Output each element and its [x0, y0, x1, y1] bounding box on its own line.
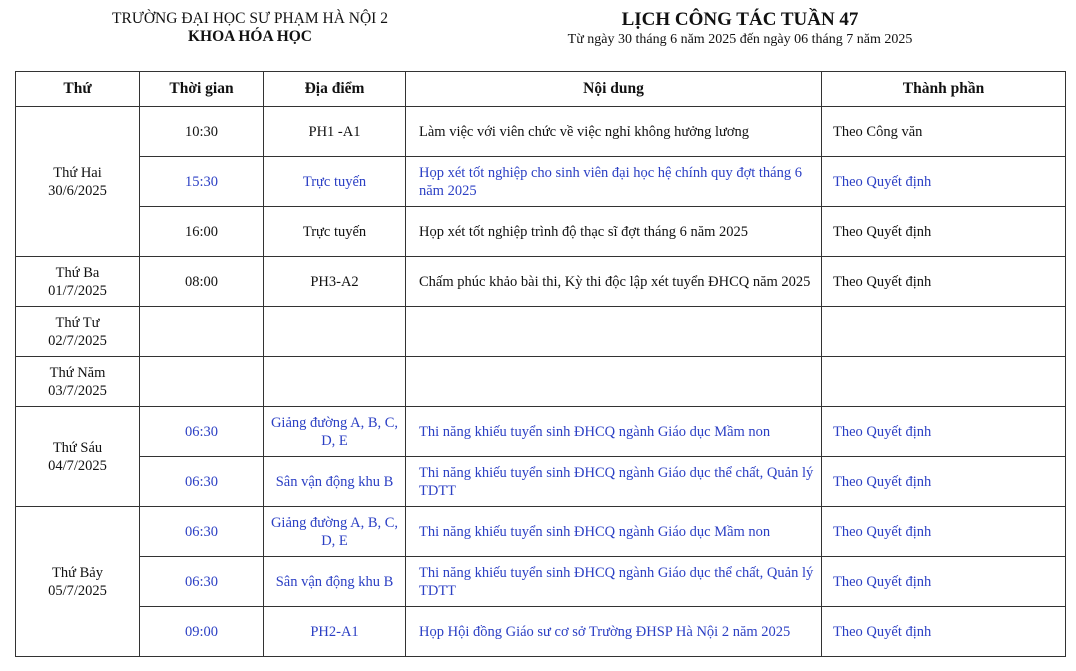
content-cell: Chấm phúc khảo bài thi, Kỳ thi độc lập xét tuyển ĐHCQ năm 2025	[406, 257, 822, 307]
time-cell	[140, 357, 264, 407]
time-cell: 16:00	[140, 207, 264, 257]
table-header-row	[16, 72, 1066, 107]
members-cell: Theo Quyết định	[822, 207, 1066, 257]
day-cell	[16, 257, 140, 307]
time-cell: 06:30	[140, 557, 264, 607]
place-cell: Trực tuyến	[264, 157, 406, 207]
content-cell: Họp Hội đồng Giáo sư cơ sở Trường ĐHSP Hà Nội 2 năm 2025	[406, 607, 822, 657]
day-name: Thứ Năm	[49, 364, 106, 381]
day-name: Thứ Bảy	[52, 564, 103, 581]
day-name: Thứ Hai	[53, 164, 102, 181]
place-cell: Trực tuyến	[264, 207, 406, 257]
schedule-table	[15, 71, 1066, 657]
column-header-members: Thành phần	[822, 72, 1066, 107]
place-cell: Sân vận động khu B	[264, 457, 406, 507]
table-row	[16, 507, 1066, 557]
day-date: 04/7/2025	[48, 457, 107, 474]
day-date: 30/6/2025	[48, 182, 107, 199]
members-cell: Theo Quyết định	[822, 257, 1066, 307]
time-cell: 08:00	[140, 257, 264, 307]
place-cell: Giảng đường A, B, C, D, E	[264, 407, 406, 457]
table-row	[16, 457, 1066, 507]
members-cell: Theo Quyết định	[822, 507, 1066, 557]
time-cell: 06:30	[140, 457, 264, 507]
column-header-day: Thứ	[16, 72, 140, 107]
place-cell: PH1 -A1	[264, 107, 406, 157]
header-right	[500, 9, 980, 49]
day-date: 05/7/2025	[48, 582, 107, 599]
table-row	[16, 307, 1066, 357]
university-name: TRƯỜNG ĐẠI HỌC SƯ PHẠM HÀ NỘI 2	[112, 10, 388, 27]
date-range: Từ ngày 30 tháng 6 năm 2025 đến ngày 06 tháng 7 năm 2025	[567, 32, 913, 47]
members-cell	[822, 307, 1066, 357]
time-cell: 10:30	[140, 107, 264, 157]
members-cell: Theo Quyết định	[822, 407, 1066, 457]
content-cell: Làm việc với viên chức về việc nghỉ không hưởng lương	[406, 107, 822, 157]
schedule-title: LỊCH CÔNG TÁC TUẦN 47	[621, 9, 859, 30]
content-cell: Thi năng khiếu tuyển sinh ĐHCQ ngành Giáo dục Mầm non	[406, 407, 822, 457]
column-header-content: Nội dung	[406, 72, 822, 107]
content-cell: Thi năng khiếu tuyển sinh ĐHCQ ngành Giáo dục thể chất, Quản lý TDTT	[406, 557, 822, 607]
day-name: Thứ Sáu	[52, 439, 103, 456]
members-cell: Theo Quyết định	[822, 607, 1066, 657]
time-cell: 09:00	[140, 607, 264, 657]
schedule-body	[16, 107, 1066, 657]
place-cell	[264, 357, 406, 407]
table-row	[16, 157, 1066, 207]
members-cell	[822, 357, 1066, 407]
place-cell	[264, 307, 406, 357]
day-date: 03/7/2025	[48, 382, 107, 399]
day-date: 02/7/2025	[48, 332, 107, 349]
column-header-time: Thời gian	[140, 72, 264, 107]
time-cell: 06:30	[140, 507, 264, 557]
table-row	[16, 257, 1066, 307]
day-cell	[16, 507, 140, 657]
day-cell	[16, 357, 140, 407]
content-cell: Thi năng khiếu tuyển sinh ĐHCQ ngành Giáo dục thể chất, Quản lý TDTT	[406, 457, 822, 507]
time-cell: 06:30	[140, 407, 264, 457]
content-cell: Họp xét tốt nghiệp cho sinh viên đại học hệ chính quy đợt tháng 6 năm 2025	[406, 157, 822, 207]
place-cell: Sân vận động khu B	[264, 557, 406, 607]
table-row	[16, 357, 1066, 407]
faculty-name: KHOA HÓA HỌC	[187, 28, 312, 45]
place-cell: Giảng đường A, B, C, D, E	[264, 507, 406, 557]
members-cell: Theo Quyết định	[822, 557, 1066, 607]
content-cell: Thi năng khiếu tuyển sinh ĐHCQ ngành Giáo dục Mầm non	[406, 507, 822, 557]
content-cell: Họp xét tốt nghiệp trình độ thạc sĩ đợt tháng 6 năm 2025	[406, 207, 822, 257]
members-cell: Theo Quyết định	[822, 457, 1066, 507]
content-cell	[406, 307, 822, 357]
table-row	[16, 407, 1066, 457]
day-cell	[16, 407, 140, 507]
table-row	[16, 607, 1066, 657]
place-cell: PH2-A1	[264, 607, 406, 657]
table-row	[16, 557, 1066, 607]
time-cell	[140, 307, 264, 357]
day-name: Thứ Ba	[55, 264, 100, 281]
table-row	[16, 207, 1066, 257]
members-cell: Theo Quyết định	[822, 157, 1066, 207]
place-cell: PH3-A2	[264, 257, 406, 307]
members-cell: Theo Công văn	[822, 107, 1066, 157]
time-cell: 15:30	[140, 157, 264, 207]
day-date: 01/7/2025	[48, 282, 107, 299]
day-cell	[16, 107, 140, 257]
content-cell	[406, 357, 822, 407]
day-cell	[16, 307, 140, 357]
column-header-place: Địa điểm	[264, 72, 406, 107]
table-row	[16, 107, 1066, 157]
header-left	[60, 10, 440, 46]
day-name: Thứ Tư	[55, 314, 100, 331]
